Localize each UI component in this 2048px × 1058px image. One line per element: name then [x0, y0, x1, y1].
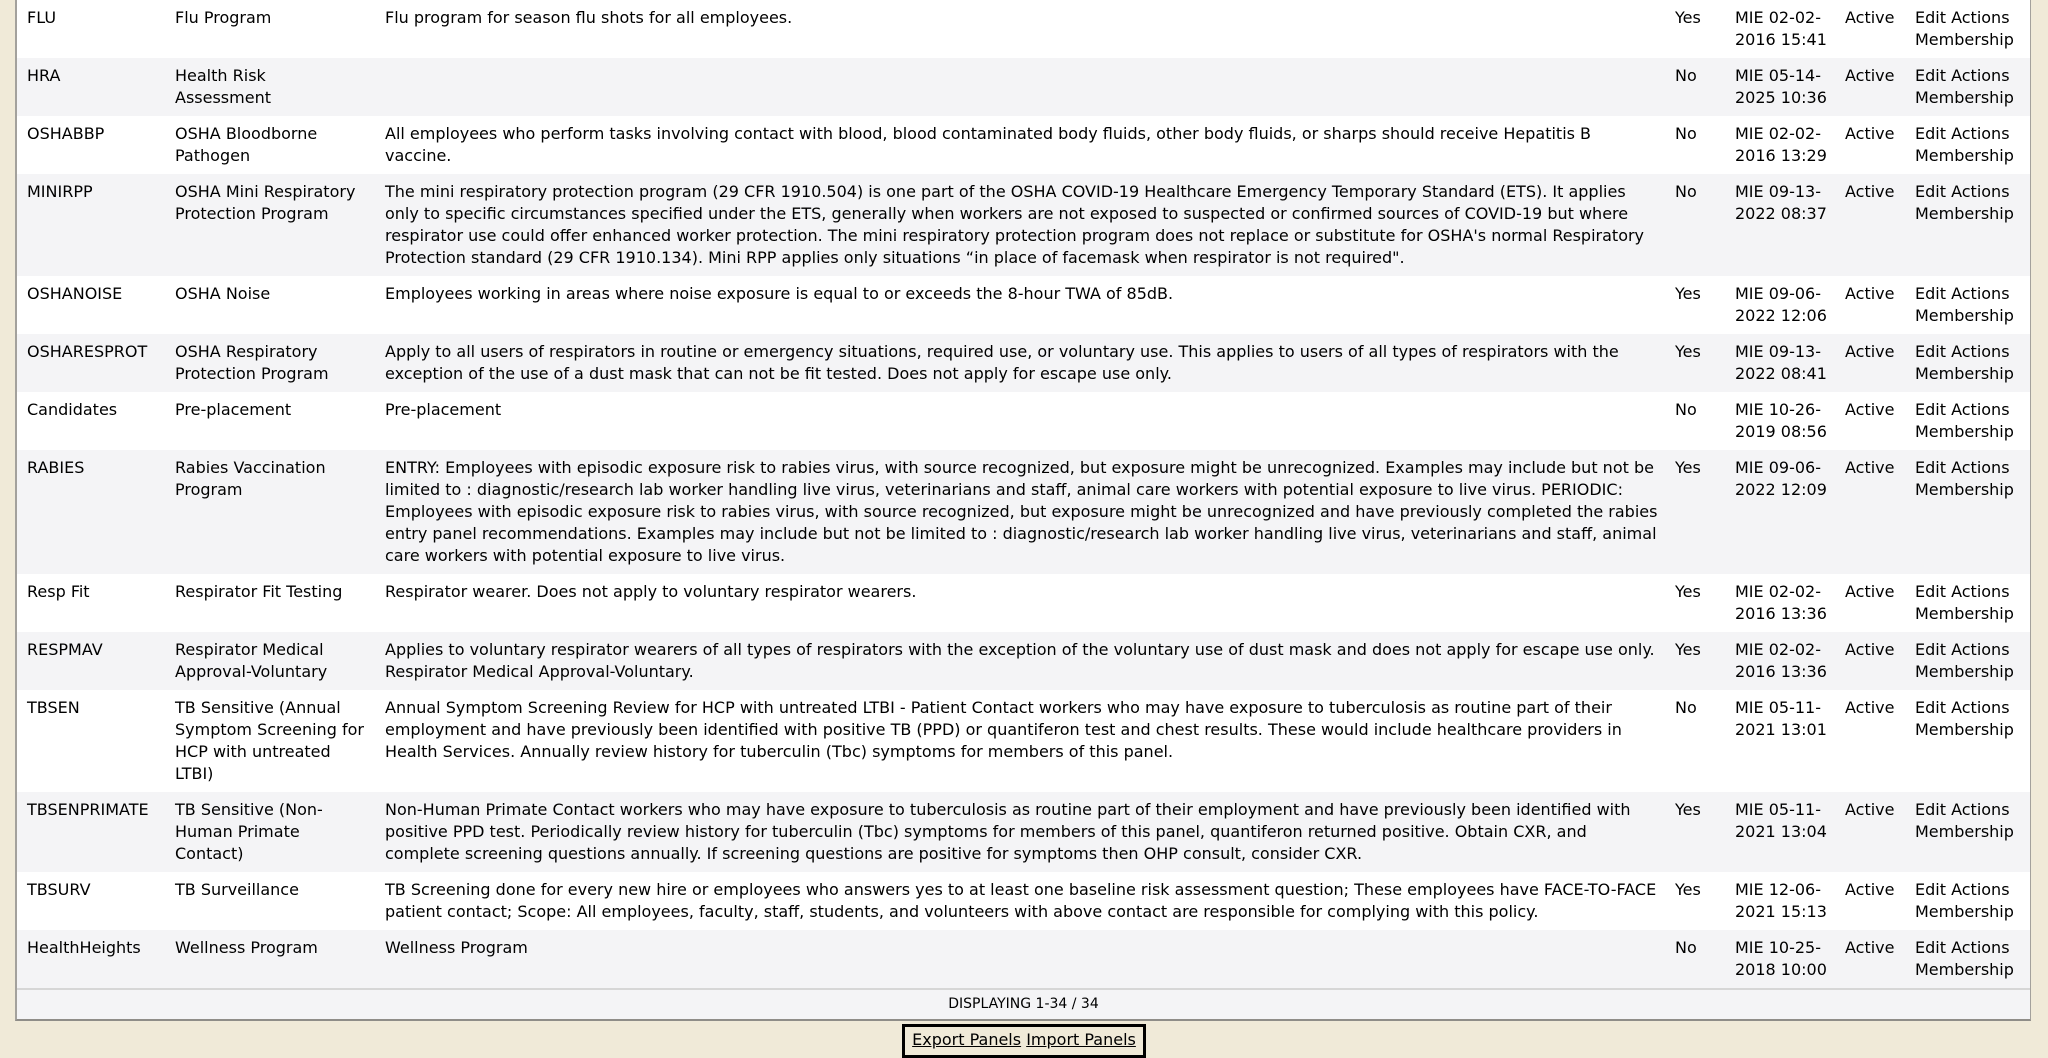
- panels-table-container: [15, 0, 2031, 1021]
- modified-date-cell: MIE 10-26-2019 08:56: [1735, 400, 1827, 441]
- membership-link[interactable]: Membership: [1915, 662, 2014, 681]
- actions-link[interactable]: Actions: [1951, 66, 2010, 85]
- name-cell: Respirator Medical Approval-Voluntary: [175, 640, 328, 681]
- edit-link[interactable]: Edit: [1915, 8, 1946, 27]
- name-cell: Flu Program: [175, 8, 272, 27]
- modified-date-cell: MIE 02-02-2016 13:36: [1735, 582, 1827, 623]
- modified-date-cell: MIE 02-02-2016 13:36: [1735, 640, 1827, 681]
- name-cell: OSHA Respiratory Protection Program: [175, 342, 329, 383]
- status-cell: Active: [1845, 66, 1895, 85]
- actions-cell: [1910, 174, 2030, 276]
- export-import-box: [902, 1024, 1146, 1058]
- status-cell: Active: [1845, 698, 1895, 717]
- status-cell: Active: [1845, 640, 1895, 659]
- edit-link[interactable]: Edit: [1915, 182, 1946, 201]
- code-cell: TBSENPRIMATE: [27, 800, 149, 819]
- membership-link[interactable]: Membership: [1915, 30, 2014, 49]
- modified-date-cell: MIE 02-02-2016 13:29: [1735, 124, 1827, 165]
- code-cell: HealthHeights: [27, 938, 141, 957]
- yes-no-cell: Yes: [1675, 582, 1701, 601]
- yes-no-cell: No: [1675, 400, 1697, 419]
- description-cell: ENTRY: Employees with episodic exposure risk to rabies virus, with source recognized, but exposure might be unrecognized. Examples may include but not be limited to : diagnostic/research lab worker handling live virus, veterinarians and staff, animal care workers with potential exposure to live virus. PERIODIC: Employees with episodic exposure risk to rabies virus, with source recognized, but exposure might be unrecognized and have previously completed the rabies entry panel recommendations. Examples may include but not be limited to : diagnostic/research lab worker handling live virus, veterinarians and staff, animal care workers with potential exposure to live virus.: [385, 458, 1658, 565]
- description-cell: The mini respiratory protection program (29 CFR 1910.504) is one part of the OSHA COVID-19 Healthcare Emergency Temporary Standard (ETS). It applies only to specific circumstances specified under the ETS, generally when workers are not exposed to suspected or confirmed sources of COVID-19 but where respirator use could offer enhanced worker protection. The mini respiratory protection program does not replace or substitute for OSHA's normal Respiratory Protection standard (29 CFR 1910.134). Mini RPP applies only situations “in place of facemask when respirator is not required".: [385, 182, 1645, 267]
- table-row: [17, 0, 2030, 58]
- status-cell: Active: [1845, 284, 1895, 303]
- description-cell: Flu program for season flu shots for all employees.: [385, 8, 793, 27]
- membership-link[interactable]: Membership: [1915, 720, 2014, 739]
- edit-link[interactable]: Edit: [1915, 880, 1946, 899]
- description-cell: [375, 58, 1670, 116]
- code-cell: RABIES: [27, 458, 85, 477]
- table-row: [17, 334, 2030, 392]
- code-cell: RESPMAV: [27, 640, 103, 659]
- modified-date-cell: MIE 09-13-2022 08:41: [1735, 342, 1827, 383]
- status-cell: Active: [1845, 458, 1895, 477]
- status-cell: Active: [1845, 342, 1895, 361]
- table-row: [17, 58, 2030, 116]
- yes-no-cell: Yes: [1675, 640, 1701, 659]
- yes-no-cell: No: [1675, 66, 1697, 85]
- modified-date-cell: MIE 05-11-2021 13:04: [1735, 800, 1827, 841]
- membership-link[interactable]: Membership: [1915, 88, 2014, 107]
- table-row: [17, 276, 2030, 334]
- modified-date-cell: MIE 09-13-2022 08:37: [1735, 182, 1827, 223]
- yes-no-cell: No: [1675, 698, 1697, 717]
- edit-link[interactable]: Edit: [1915, 458, 1946, 477]
- edit-link[interactable]: Edit: [1915, 800, 1946, 819]
- status-cell: Active: [1845, 938, 1895, 957]
- description-cell: Employees working in areas where noise exposure is equal to or exceeds the 8-hour TWA of 85dB.: [385, 284, 1174, 303]
- name-cell: OSHA Noise: [175, 284, 271, 303]
- actions-link[interactable]: Actions: [1951, 8, 2010, 27]
- description-cell: TB Screening done for every new hire or employees who answers yes to at least one baseline risk assessment question; These employees have FACE-TO-FACE patient contact; Scope: All employees, faculty, staff, students, and volunteers with above contact are responsible for complying with this policy.: [385, 880, 1657, 921]
- actions-cell: [1910, 792, 2030, 872]
- description-cell: Annual Symptom Screening Review for HCP with untreated LTBI - Patient Contact workers who may have exposure to tuberculosis as routine part of their employment and have previously been identified with positive TB (PPD) or quantiferon test and chest results. These would include healthcare providers in Health Services. Annually review history for tuberculin (Tbc) symptoms for members of this panel.: [385, 698, 1622, 761]
- name-cell: Respirator Fit Testing: [175, 582, 343, 601]
- actions-link[interactable]: Actions: [1951, 880, 2010, 899]
- code-cell: Resp Fit: [27, 582, 90, 601]
- name-cell: OSHA Bloodborne Pathogen: [175, 124, 318, 165]
- actions-link[interactable]: Actions: [1951, 284, 2010, 303]
- table-row: [17, 930, 2030, 988]
- edit-link[interactable]: Edit: [1915, 640, 1946, 659]
- description-cell: Wellness Program: [385, 938, 528, 957]
- actions-link[interactable]: Actions: [1951, 458, 2010, 477]
- edit-link[interactable]: Edit: [1915, 66, 1946, 85]
- displaying-count: DISPLAYING 1-34 / 34: [17, 988, 2030, 1019]
- edit-link[interactable]: Edit: [1915, 124, 1946, 143]
- actions-cell: [1910, 0, 2030, 58]
- membership-link[interactable]: Membership: [1915, 822, 2014, 841]
- code-cell: TBSURV: [27, 880, 91, 899]
- modified-date-cell: MIE 10-25-2018 10:00: [1735, 938, 1827, 979]
- status-cell: Active: [1845, 124, 1895, 143]
- table-row: [17, 872, 2030, 930]
- actions-link[interactable]: Actions: [1951, 800, 2010, 819]
- code-cell: Candidates: [27, 400, 118, 419]
- edit-link[interactable]: Edit: [1915, 284, 1946, 303]
- edit-link[interactable]: Edit: [1915, 342, 1946, 361]
- actions-cell: [1910, 450, 2030, 574]
- table-row: [17, 450, 2030, 574]
- yes-no-cell: Yes: [1675, 342, 1701, 361]
- description-cell: Respirator wearer. Does not apply to voluntary respirator wearers.: [385, 582, 917, 601]
- yes-no-cell: No: [1675, 182, 1697, 201]
- modified-date-cell: MIE 02-02-2016 15:41: [1735, 8, 1827, 49]
- actions-cell: [1910, 574, 2030, 632]
- actions-cell: [1910, 58, 2030, 116]
- name-cell: Wellness Program: [175, 938, 318, 957]
- actions-cell: [1910, 690, 2030, 792]
- actions-link[interactable]: Actions: [1951, 342, 2010, 361]
- status-cell: Active: [1845, 582, 1895, 601]
- actions-link[interactable]: Actions: [1951, 124, 2010, 143]
- code-cell: FLU: [27, 8, 57, 27]
- actions-link[interactable]: Actions: [1951, 400, 2010, 419]
- table-row: [17, 690, 2030, 792]
- name-cell: TB Sensitive (Annual Symptom Screening for HCP with untreated LTBI): [175, 698, 364, 783]
- name-cell: TB Sensitive (Non-Human Primate Contact): [175, 800, 323, 863]
- actions-cell: [1910, 392, 2030, 450]
- modified-date-cell: MIE 05-14-2025 10:36: [1735, 66, 1827, 107]
- membership-link[interactable]: Membership: [1915, 604, 2014, 623]
- code-cell: MINIRPP: [27, 182, 93, 201]
- code-cell: TBSEN: [27, 698, 80, 717]
- actions-cell: [1910, 334, 2030, 392]
- modified-date-cell: MIE 05-11-2021 13:01: [1735, 698, 1827, 739]
- yes-no-cell: Yes: [1675, 800, 1701, 819]
- membership-link[interactable]: Membership: [1915, 902, 2014, 921]
- actions-cell: [1910, 930, 2030, 988]
- status-cell: Active: [1845, 800, 1895, 819]
- edit-link[interactable]: Edit: [1915, 582, 1946, 601]
- status-cell: Active: [1845, 182, 1895, 201]
- description-cell: Applies to voluntary respirator wearers of all types of respirators with the exception of the voluntary use of dust mask and does not apply for escape use only. Respirator Medical Approval-Voluntary.: [385, 640, 1655, 681]
- export-panels-link[interactable]: Export Panels: [912, 1030, 1022, 1049]
- actions-link[interactable]: Actions: [1951, 938, 2010, 957]
- edit-link[interactable]: Edit: [1915, 400, 1946, 419]
- actions-cell: [1910, 116, 2030, 174]
- actions-link[interactable]: Actions: [1951, 582, 2010, 601]
- name-cell: OSHA Mini Respiratory Protection Program: [175, 182, 356, 223]
- code-cell: OSHANOISE: [27, 284, 123, 303]
- description-cell: Pre-placement: [385, 400, 502, 419]
- status-cell: Active: [1845, 8, 1895, 27]
- actions-cell: [1910, 632, 2030, 690]
- description-cell: Non-Human Primate Contact workers who may have exposure to tuberculosis as routine part of their employment and have previously been identified with positive PPD test. Periodically review history for tuberculin (Tbc) symptoms for members of this panel, quantiferon returned positive. Obtain CXR, and complete screening questions annually. If screening questions are positive for symptoms then OHP consult, consider CXR.: [385, 800, 1631, 863]
- actions-cell: [1910, 872, 2030, 930]
- yes-no-cell: Yes: [1675, 284, 1701, 303]
- modified-date-cell: MIE 12-06-2021 15:13: [1735, 880, 1827, 921]
- yes-no-cell: No: [1675, 938, 1697, 957]
- description-cell: Apply to all users of respirators in routine or emergency situations, required use, or voluntary use. This applies to users of all types of respirators with the exception of the use of a dust mask that can not be fit tested. Does not apply for escape use only.: [385, 342, 1619, 383]
- actions-link[interactable]: Actions: [1951, 698, 2010, 717]
- status-cell: Active: [1845, 400, 1895, 419]
- modified-date-cell: MIE 09-06-2022 12:09: [1735, 458, 1827, 499]
- modified-date-cell: MIE 09-06-2022 12:06: [1735, 284, 1827, 325]
- panels-table-body: [17, 0, 2030, 988]
- yes-no-cell: Yes: [1675, 880, 1701, 899]
- yes-no-cell: No: [1675, 124, 1697, 143]
- membership-link[interactable]: Membership: [1915, 146, 2014, 165]
- table-row: [17, 792, 2030, 872]
- panels-table: [17, 0, 2030, 988]
- membership-link[interactable]: Membership: [1915, 422, 2014, 441]
- actions-cell: [1910, 276, 2030, 334]
- name-cell: Rabies Vaccination Program: [175, 458, 326, 499]
- status-cell: Active: [1845, 880, 1895, 899]
- name-cell: Pre-placement: [175, 400, 292, 419]
- yes-no-cell: Yes: [1675, 8, 1701, 27]
- yes-no-cell: Yes: [1675, 458, 1701, 477]
- edit-link[interactable]: Edit: [1915, 698, 1946, 717]
- table-row: [17, 392, 2030, 450]
- name-cell: TB Surveillance: [175, 880, 299, 899]
- membership-link[interactable]: Membership: [1915, 306, 2014, 325]
- code-cell: OSHARESPROT: [27, 342, 148, 361]
- edit-link[interactable]: Edit: [1915, 938, 1946, 957]
- export-import-bar: [0, 1021, 2048, 1058]
- code-cell: OSHABBP: [27, 124, 105, 143]
- table-row: [17, 632, 2030, 690]
- table-row: [17, 174, 2030, 276]
- table-row: [17, 116, 2030, 174]
- import-panels-link[interactable]: Import Panels: [1026, 1030, 1136, 1049]
- description-cell: All employees who perform tasks involving contact with blood, blood contaminated body fluids, other body fluids, or sharps should receive Hepatitis B vaccine.: [385, 124, 1592, 165]
- actions-link[interactable]: Actions: [1951, 182, 2010, 201]
- membership-link[interactable]: Membership: [1915, 480, 2014, 499]
- membership-link[interactable]: Membership: [1915, 364, 2014, 383]
- actions-link[interactable]: Actions: [1951, 640, 2010, 659]
- membership-link[interactable]: Membership: [1915, 204, 2014, 223]
- table-row: [17, 574, 2030, 632]
- membership-link[interactable]: Membership: [1915, 960, 2014, 979]
- code-cell: HRA: [27, 66, 61, 85]
- name-cell: Health Risk Assessment: [175, 66, 271, 107]
